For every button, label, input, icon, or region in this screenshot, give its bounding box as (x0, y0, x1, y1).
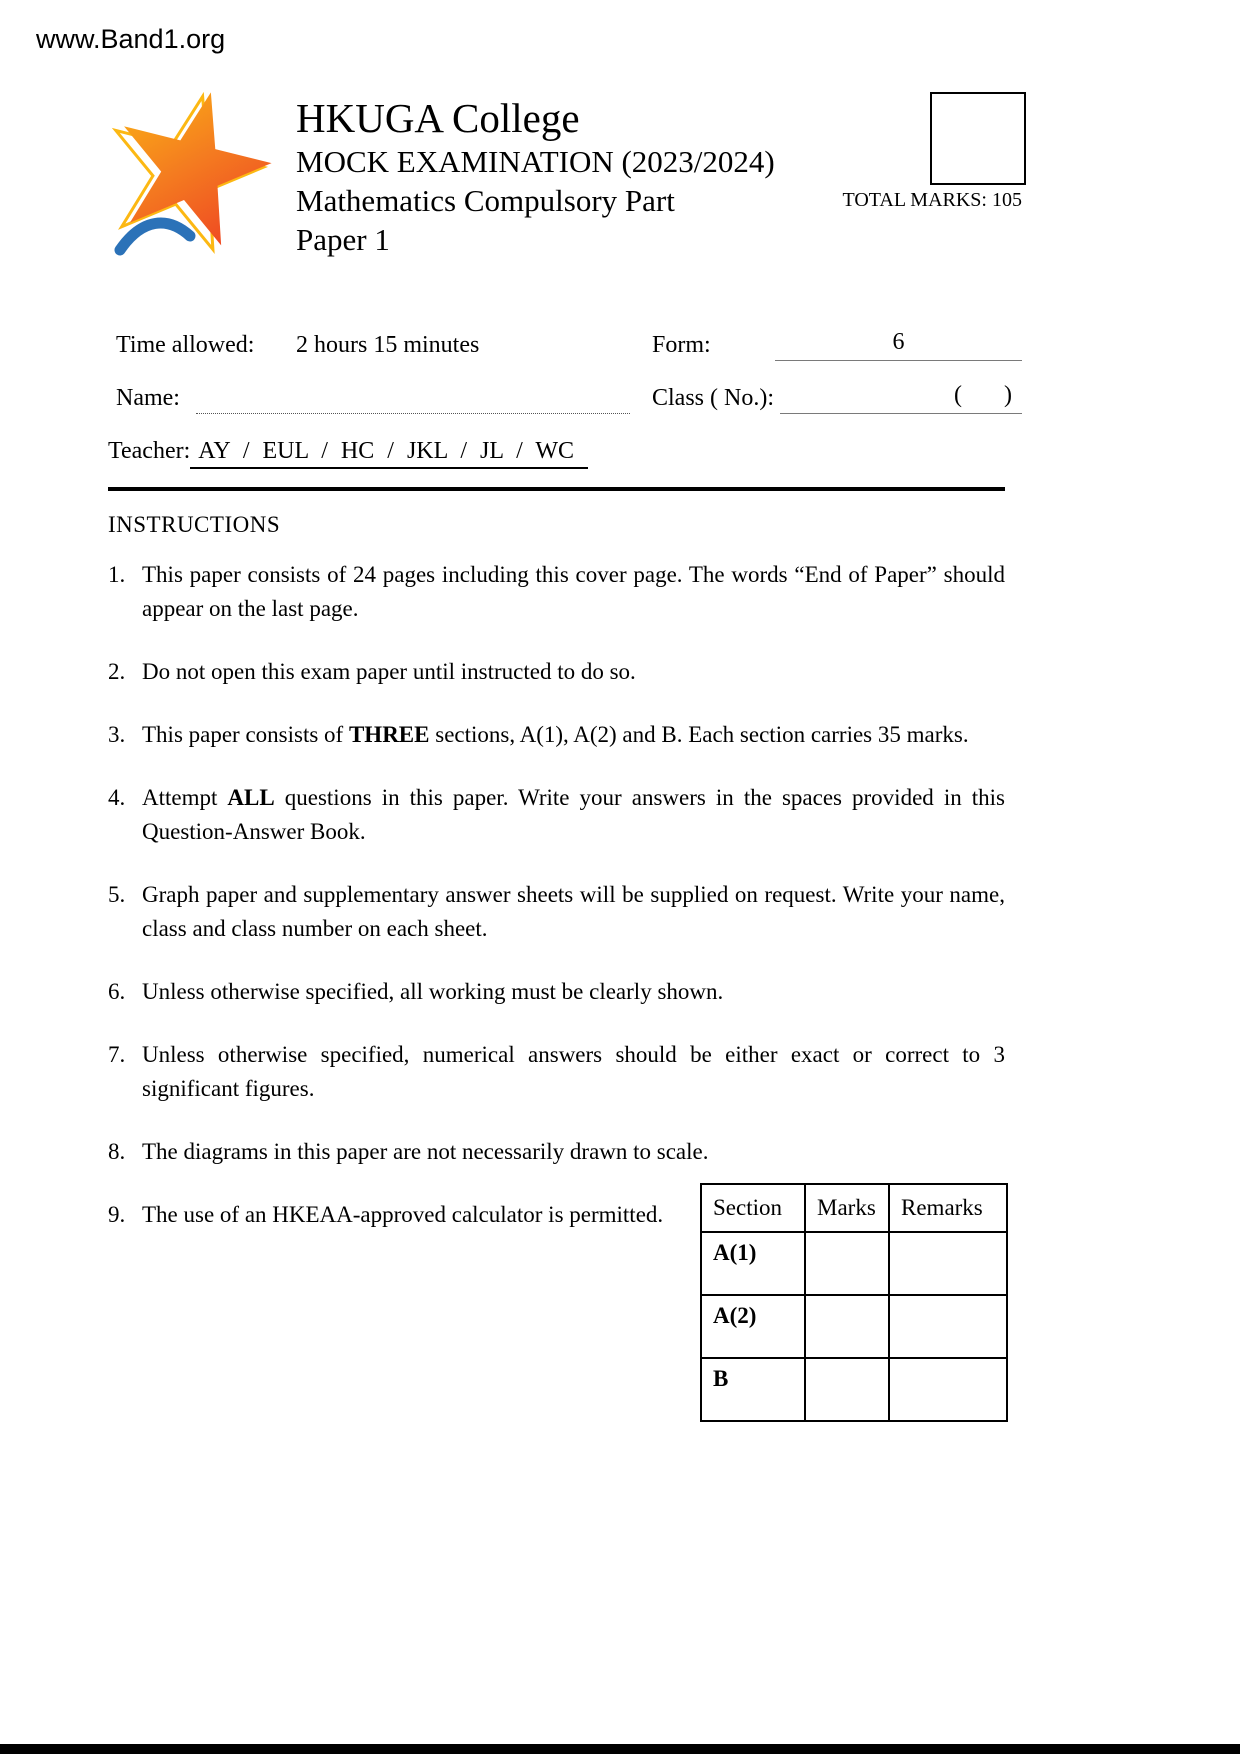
instruction-item (108, 975, 1005, 1009)
instruction-item (108, 1038, 1005, 1106)
class-label: Class ( No.): (652, 385, 774, 411)
instruction-number: 5. (108, 882, 126, 907)
name-label: Name: (116, 385, 180, 411)
instruction-text: The diagrams in this paper are not necessarily drawn to scale. (142, 1139, 709, 1164)
instruction-number: 1. (108, 562, 126, 587)
section-cell: A(1) (701, 1232, 805, 1295)
college-name: HKUGA College (296, 95, 580, 141)
marks-cell (805, 1358, 889, 1421)
instruction-number: 7. (108, 1042, 126, 1067)
marks-cell (805, 1295, 889, 1358)
class-fill-line: ( ) (780, 382, 1022, 414)
instruction-item (108, 655, 1005, 689)
instruction-number: 8. (108, 1139, 126, 1164)
watermark-text: www.Band1.org (36, 24, 226, 54)
section-cell: A(2) (701, 1295, 805, 1358)
instruction-number: 3. (108, 722, 126, 747)
name-fill-line (196, 382, 630, 414)
instruction-item (108, 718, 1005, 752)
marks-table-row (701, 1295, 1007, 1358)
time-allowed-label: Time allowed: (116, 332, 255, 358)
marks-table-header-section: Section (701, 1184, 805, 1232)
instruction-item (108, 781, 1005, 849)
marks-table-header-row (701, 1184, 1007, 1232)
instruction-item (108, 558, 1005, 626)
instruction-text: Graph paper and supplementary answer sheets will be supplied on request. Write your name, class and class number on each sheet. (142, 882, 1005, 941)
marks-cell (805, 1232, 889, 1295)
instruction-item (108, 878, 1005, 946)
instruction-text: The use of an HKEAA-approved calculator is permitted. (142, 1202, 664, 1227)
marks-table-header-marks: Marks (805, 1184, 889, 1232)
instruction-number: 2. (108, 659, 126, 684)
marks-table-row (701, 1232, 1007, 1295)
marks-table-body (701, 1232, 1007, 1421)
instruction-text: Do not open this exam paper until instructed to do so. (142, 659, 636, 684)
instructions-list (108, 558, 1005, 1261)
section-marks-table (700, 1183, 1008, 1422)
remarks-cell (889, 1358, 1007, 1421)
total-marks-label: TOTAL MARKS: 105 (842, 189, 1022, 211)
subject-title: Mathematics Compulsory Part (296, 183, 675, 218)
form-fill-line: 6 (775, 329, 1022, 361)
marks-table-row (701, 1358, 1007, 1421)
page-bottom-bar (0, 1744, 1240, 1754)
form-label: Form: (652, 332, 711, 358)
header-divider (108, 487, 1005, 491)
instruction-item (108, 1135, 1005, 1169)
teacher-label: Teacher: (108, 438, 191, 464)
teacher-options: AY / EUL / HC / JKL / JL / WC (190, 438, 588, 469)
instruction-number: 4. (108, 785, 126, 810)
time-allowed-value: 2 hours 15 minutes (296, 332, 480, 358)
marks-table-header-remarks: Remarks (889, 1184, 1007, 1232)
instruction-text: Unless otherwise specified, numerical answers should be either exact or correct to 3 significant figures. (142, 1042, 1005, 1101)
paper-number: Paper 1 (296, 222, 390, 257)
exam-title: MOCK EXAMINATION (2023/2024) (296, 144, 775, 179)
instruction-text: Attempt ALL questions in this paper. Write your answers in the spaces provided in this Question-Answer Book. (142, 785, 1005, 844)
remarks-cell (889, 1232, 1007, 1295)
section-cell: B (701, 1358, 805, 1421)
instruction-text: This paper consists of THREE sections, A(1), A(2) and B. Each section carries 35 marks. (142, 722, 969, 747)
instruction-text: This paper consists of 24 pages including this cover page. The words “End of Paper” should appear on the last page. (142, 562, 1005, 621)
teacher-row (108, 438, 588, 465)
instruction-text: Unless otherwise specified, all working must be clearly shown. (142, 979, 724, 1004)
instruction-number: 6. (108, 979, 126, 1004)
remarks-cell (889, 1295, 1007, 1358)
instruction-number: 9. (108, 1202, 126, 1227)
instructions-heading: INSTRUCTIONS (108, 512, 281, 537)
